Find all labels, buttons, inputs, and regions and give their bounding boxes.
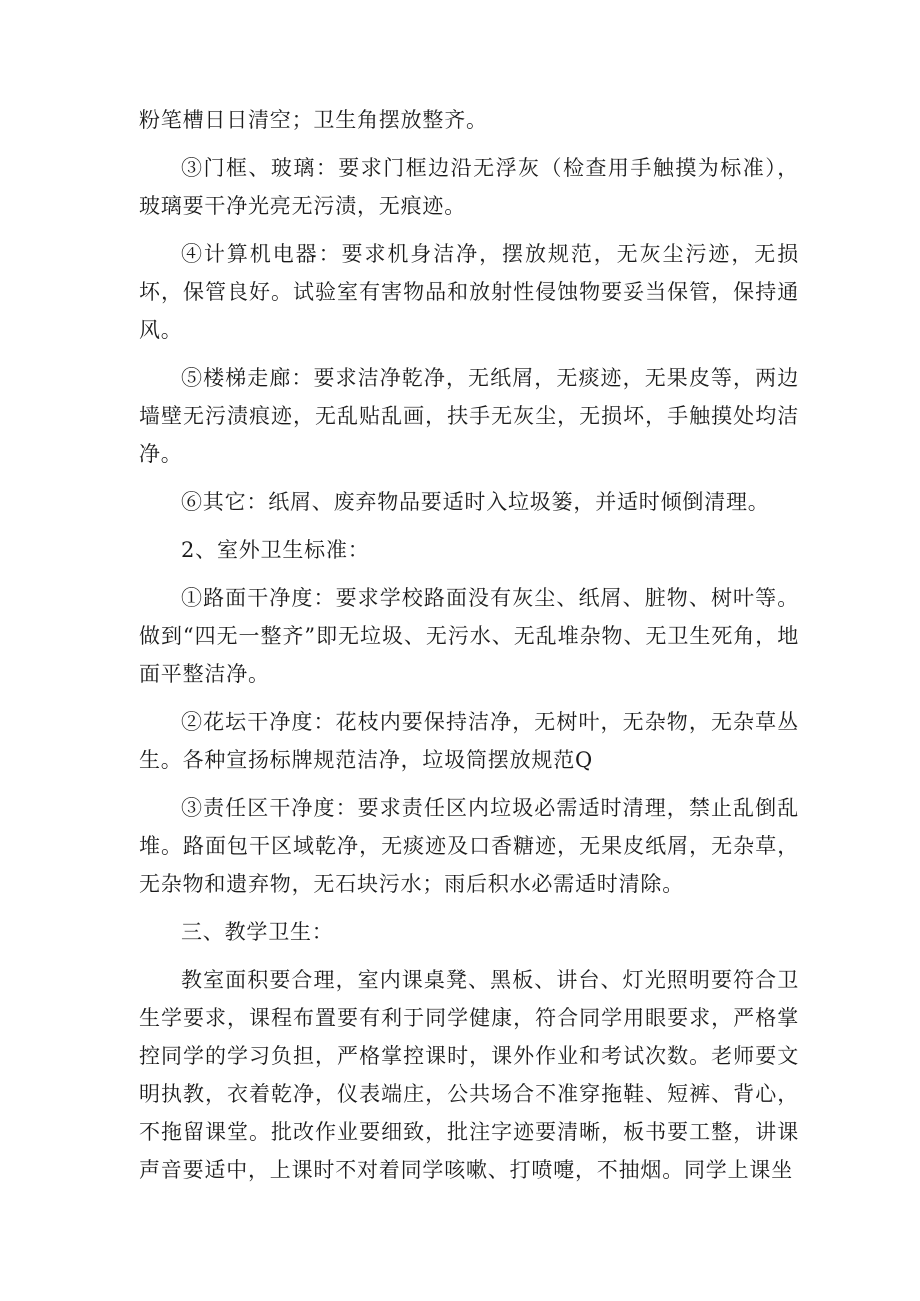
paragraph-teaching-hygiene: 教室面积要合理，室内课桌凳、黑板、讲台、灯光照明要符合卫生学要求，课程布置要有利于同学健康，符合同学用眼要求，严格掌控同学的学习负担，严格掌控课时，课外作业和考试次数。老师要文明执教，衣着乾净，仪表端庄，公共场合不准穿拖鞋、短裤、背心，不拖留课堂。批改作业要细致，批注字迹要清晰，板书要工整，讲课声音要适中，上课时不对着同学咳嗽、打喷嚏，不抽烟。同学上课坐 [139, 968, 799, 1182]
paragraph-computer-appliances: ④计算机电器：要求机身洁净，摆放规范，无灰尘污迹，无损坏，保管良好。试验室有害物品和放射性侵蚀物要妥当保管，保持通风。 [139, 242, 799, 342]
paragraph-road-cleanliness: ①路面干净度：要求学校路面没有灰尘、纸屑、脏物、树叶等。做到“四无一整齐”即无垃圾、无污水、无乱堆杂物、无卫生死角，地面平整洁净。 [139, 586, 799, 686]
paragraph-door-glass: ③门框、玻璃：要求门框边沿无浮灰（检查用手触摸为标准），玻璃要干净光亮无污渍，无痕迹。 [139, 156, 799, 218]
paragraph-flowerbed-cleanliness: ②花坛干净度：花枝内要保持洁净，无树叶，无杂物，无杂草丛生。各种宣扬标牌规范洁净，垃圾筒摆放规范Q [139, 710, 799, 772]
section-heading-outdoor-standard: 2、室外卫生标准： [181, 538, 370, 562]
paragraph-other: ⑥其它：纸屑、废弃物品要适时入垃圾篓，并适时倾倒清理。 [181, 490, 770, 514]
paragraph-stairs-corridor: ⑤楼梯走廊：要求洁净乾净，无纸屑，无痰迹，无果皮等，两边墙壁无污渍痕迹，无乱贴乱画，扶手无灰尘，无损坏，手触摸处均洁净。 [139, 366, 799, 466]
paragraph-continuation: 粉笔槽日日清空；卫生角摆放整齐。 [139, 108, 488, 132]
document-body [139, 101, 799, 1189]
paragraph-responsibility-area: ③责任区干净度：要求责任区内垃圾必需适时清理，禁止乱倒乱堆。路面包干区域乾净，无痰迹及口香糖迹，无果皮纸屑，无杂草，无杂物和遗弃物，无石块污水；雨后积水必需适时清除。 [139, 796, 799, 896]
section-heading-teaching-hygiene: 三、教学卫生： [181, 920, 334, 944]
